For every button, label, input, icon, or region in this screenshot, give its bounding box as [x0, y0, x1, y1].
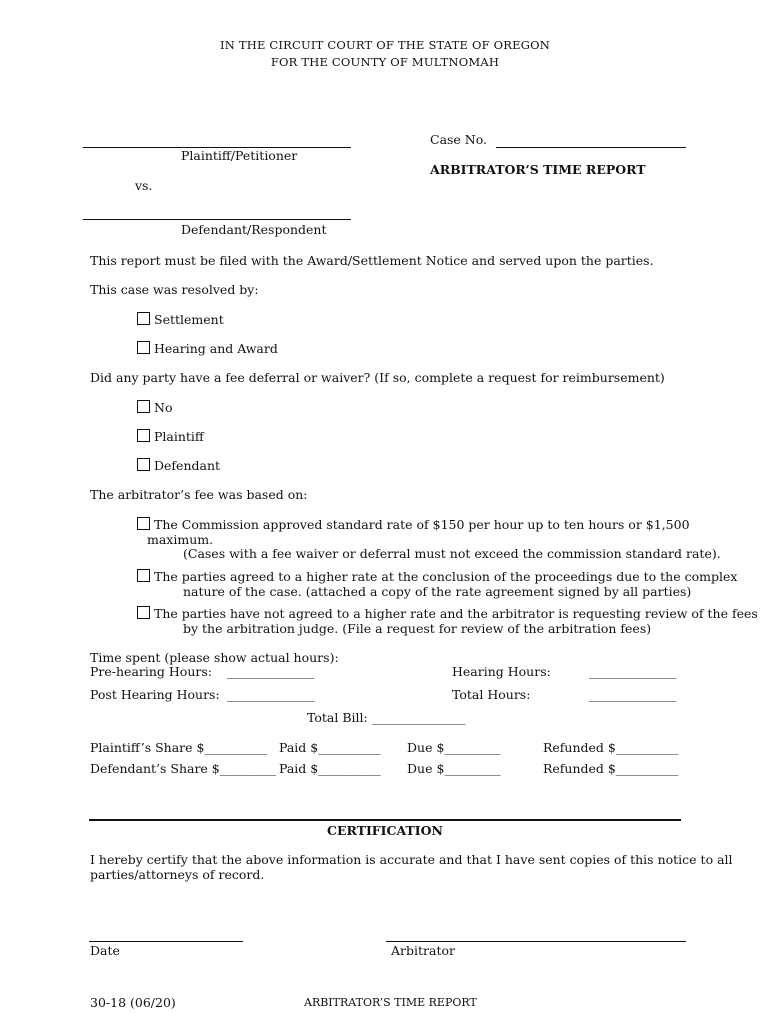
basis-option-review-cont: by the arbitration judge. (File a request for review of the arbitration fees) [183, 621, 652, 636]
plaintiff-refunded[interactable]: Refunded $__________ [543, 740, 679, 755]
case-number-field[interactable] [496, 147, 686, 148]
fee-question: Did any party have a fee deferral or waiver? (If so, complete a request for reimbursement) [90, 370, 665, 385]
filing-note: This report must be filed with the Award/Settlement Notice and served upon the parties. [90, 253, 654, 268]
basis-option-standard[interactable] [137, 517, 690, 532]
checkbox[interactable] [137, 429, 150, 442]
certification-divider [89, 819, 681, 821]
county-name: FOR THE COUNTY OF MULTNOMAH [270, 55, 500, 69]
arbitrator-signature-line[interactable] [386, 941, 686, 942]
date-label: Date [90, 943, 120, 958]
resolved-option-settlement[interactable] [137, 312, 224, 327]
checkbox[interactable] [137, 606, 150, 619]
certification-title: CERTIFICATION [327, 823, 443, 838]
defendant-refunded[interactable]: Refunded $__________ [543, 761, 679, 776]
plaintiff-paid[interactable]: Paid $__________ [279, 740, 381, 755]
basis-question: The arbitrator’s fee was based on: [90, 487, 308, 502]
court-name: IN THE CIRCUIT COURT OF THE STATE OF OREGON [219, 38, 551, 52]
case-number-label: Case No. [430, 132, 488, 147]
defendant-signature-line [83, 219, 351, 220]
option-label: The parties have not agreed to a higher rate and the arbitrator is requesting review of the fees [154, 606, 758, 621]
basis-option-standard-note: (Cases with a fee waiver or deferral must not exceed the commission standard rate). [183, 546, 721, 561]
pre-hearing-label: Pre-hearing Hours: [90, 664, 212, 679]
basis-option-review[interactable] [137, 606, 758, 621]
post-hearing-field[interactable]: ______________ [227, 687, 315, 702]
basis-option-higher-rate-cont: nature of the case. (attached a copy of the rate agreement signed by all parties) [183, 584, 692, 599]
option-label: Settlement [154, 312, 224, 327]
versus-label: vs. [135, 178, 153, 193]
option-label: Plaintiff [154, 429, 204, 444]
plaintiff-share[interactable]: Plaintiff’s Share $__________ [90, 740, 267, 755]
fee-option-no[interactable] [137, 400, 172, 415]
hearing-field[interactable]: ______________ [589, 664, 677, 679]
checkbox[interactable] [137, 458, 150, 471]
resolved-option-hearing[interactable] [137, 341, 278, 356]
hearing-label: Hearing Hours: [452, 664, 551, 679]
option-label: The Commission approved standard rate of $150 per hour up to ten hours or $1,500 [154, 517, 690, 532]
plaintiff-label: Plaintiff/Petitioner [181, 148, 298, 163]
date-signature-line[interactable] [89, 941, 243, 942]
defendant-share[interactable]: Defendant’s Share $_________ [90, 761, 276, 776]
plaintiff-due[interactable]: Due $_________ [407, 740, 501, 755]
checkbox[interactable] [137, 400, 150, 413]
report-title: ARBITRATOR’S TIME REPORT [430, 162, 646, 177]
post-hearing-label: Post Hearing Hours: [90, 687, 220, 702]
certification-text-cont: parties/attorneys of record. [90, 867, 265, 882]
defendant-paid[interactable]: Paid $__________ [279, 761, 381, 776]
total-hours-label: Total Hours: [452, 687, 531, 702]
option-label: No [154, 400, 173, 415]
defendant-label: Defendant/Respondent [181, 222, 327, 237]
checkbox[interactable] [137, 517, 150, 530]
footer-title: ARBITRATOR’S TIME REPORT [304, 996, 477, 1009]
basis-option-standard-cont: maximum. [147, 532, 214, 547]
form-number: 30-18 (06/20) [90, 995, 176, 1010]
checkbox[interactable] [137, 312, 150, 325]
option-label: Hearing and Award [154, 341, 278, 356]
checkbox[interactable] [137, 569, 150, 582]
fee-option-plaintiff[interactable] [137, 429, 204, 444]
option-label: The parties agreed to a higher rate at the conclusion of the proceedings due to the complex [154, 569, 738, 584]
time-intro: Time spent (please show actual hours): [90, 650, 339, 665]
total-hours-field[interactable]: ______________ [589, 687, 677, 702]
pre-hearing-field[interactable]: ______________ [227, 664, 315, 679]
resolved-question: This case was resolved by: [90, 282, 259, 297]
checkbox[interactable] [137, 341, 150, 354]
arbitrator-label: Arbitrator [391, 943, 455, 958]
option-label: Defendant [154, 458, 221, 473]
defendant-due[interactable]: Due $_________ [407, 761, 501, 776]
total-bill[interactable]: Total Bill: _______________ [307, 710, 466, 725]
fee-option-defendant[interactable] [137, 458, 220, 473]
basis-option-higher-rate[interactable] [137, 569, 737, 584]
certification-text: I hereby certify that the above information is accurate and that I have sent copies of this notice to all [90, 852, 733, 867]
